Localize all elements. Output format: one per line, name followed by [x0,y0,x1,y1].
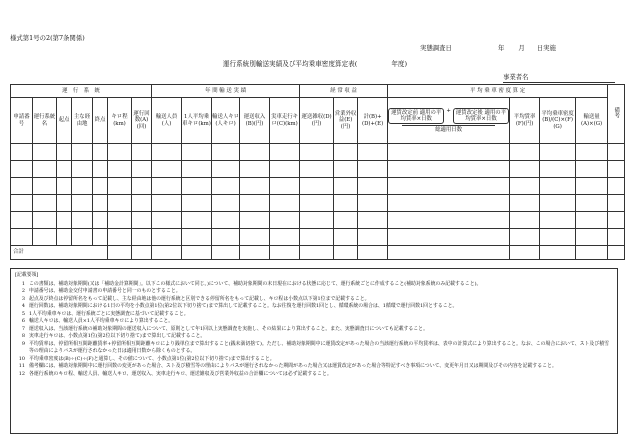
notes-heading: [記載要領] [15,272,39,278]
note-number: 2 [21,288,25,294]
table-cell [72,144,93,161]
table-cell [93,229,108,246]
form-number: 様式第1号の2(第7条関係) [10,34,85,42]
note-number: 7 [21,325,25,332]
survey-date-label: 実態調査日 [420,44,452,52]
fare-calc-after: 運賃改定後 適用の平均賃率×日数 [453,108,509,124]
note-number: 6 [21,318,25,324]
header-via: 主な経由地 [72,98,93,144]
table-cell [300,229,334,246]
table-cell [182,229,212,246]
table-cell [358,229,388,246]
table-cell [608,178,625,195]
table-cell [240,178,270,195]
header-avg-km: 1人平均乗車キロ(km) [182,98,212,144]
table-cell [182,161,212,178]
total-cell [182,246,212,260]
total-cell [334,246,358,260]
table-cell [300,212,334,229]
header-fare-calculation [388,98,510,144]
table-cell [608,161,625,178]
table-cell [132,178,152,195]
table-cell [11,178,33,195]
note-number: 3 [21,295,25,302]
table-cell [358,178,388,195]
table-cell [93,161,108,178]
note-text: 運送収入は、当該運行系統の補助対象期間の運送収入について、原則として年1回以上実態調査を実施し、その結果により算出すること。また、実態調査日についても記載すること。 [29,325,428,332]
fare-calc-plus: + [446,107,451,114]
total-cell [510,246,540,260]
table-cell [608,212,625,229]
table-cell [108,195,132,212]
header-density-group [388,85,608,98]
table-cell [57,229,72,246]
note-number: 1 [21,280,25,287]
table-cell [11,229,33,246]
survey-date [420,43,556,52]
note-text: 平均乗車密度は(B)÷(C)÷(F)と通算し、その値について、小数点第1位(第2位以下切り捨て)まで算出すること。 [29,355,275,362]
table-cell [72,178,93,195]
table-cell [72,212,93,229]
note-text: 備考欄には、補助対象期間中に運行回数の変更があった場合、スト及び積雪等の理由によりバスが運行されなかった期間があった場合又は運賃改定があった場合等特記すべき事項について、変更年月日又は期間及びその内容を記載すること。 [29,363,557,369]
table-cell [300,178,334,195]
note-text: 起点及び終点は停留所名をもって記載し、主な経由地は他の運行系統と区別できる停留所名をもって記載し、キロ程は小数点以下第1位まで記載すること。 [29,295,370,302]
table-cell [576,195,608,212]
header-non-operating: 営業外収益(E)(円) [334,98,358,144]
note-text: 運行回数は、補助対象期間における1日の平均を小数点第1位(第2位以下切り捨て)まで算出して記載すること。なお往復を運行回数1回とし、循環系統の場合は、1循環で運行回数1回とすること。 [29,303,458,309]
table-row [11,195,625,212]
fare-calc-divider [402,125,495,126]
table-row [11,144,625,161]
table-cell [57,161,72,178]
table-cell [182,195,212,212]
header-km: キロ程(km) [108,98,132,144]
table-cell [300,195,334,212]
total-cell [270,246,300,260]
table-cell [132,144,152,161]
header-revenue-group-label: 経 常 収 益 [330,87,357,94]
title-text-before: 運行系統別輸送実績及び平均乗車密度算定表( [222,60,358,68]
table-cell [182,212,212,229]
table-cell [270,161,300,178]
total-row-label: 合計 [11,246,108,260]
table-cell [72,195,93,212]
table-cell [152,229,182,246]
total-cell [240,246,270,260]
table-cell [182,178,212,195]
note-number: 9 [21,340,25,347]
note-text: この書類は、補助対象期間(又は「補助金計算期間」。以下この様式において同じ。)について、補助対象期間の末日現在における状態に応じて、運行系統ごとに作成すること(補助対象系統のみ記載すること)。 [29,280,482,287]
header-passengers: 輸送人員(人) [152,98,182,144]
table-cell [540,195,576,212]
table-cell [108,229,132,246]
table-cell [93,195,108,212]
table-cell [576,229,608,246]
fare-calc-total-days: 総適用日数 [435,127,463,134]
table-cell [334,144,358,161]
note-text: 実車走行キロは、小数点第1位(第2位以下切り捨て)まで算出して記載すること。 [29,333,206,339]
total-cell [108,246,132,260]
survey-date-year: 年 [497,44,505,52]
header-trips: 運行回数(A)(回) [132,98,152,144]
total-cell [608,246,625,260]
total-cell [300,246,334,260]
fare-calc-before: 運賃改定前 適用の平均賃率×日数 [388,108,444,124]
table-cell [510,195,540,212]
header-density-group-label: 平 均 乗 車 密 度 算 定 [470,87,526,94]
table-cell [576,161,608,178]
note-item [15,371,613,379]
total-cell [576,246,608,260]
table-cell [132,195,152,212]
header-route-group [11,85,152,98]
table-cell [388,195,510,212]
table-cell [152,144,182,161]
note-item [15,363,613,371]
table-cell [212,212,240,229]
note-text: 1人平均乗車キロは、運行系統ごとに実態調査に基づいて記載すること。 [29,310,189,317]
note-number: 5 [21,310,25,317]
table-cell [300,161,334,178]
table-cell [240,212,270,229]
total-row [11,246,625,260]
note-item [15,326,613,334]
table-cell [608,229,625,246]
table-cell [240,229,270,246]
table-cell [510,161,540,178]
table-cell [358,195,388,212]
table-cell [152,212,182,229]
table-cell [11,161,33,178]
table-cell [510,144,540,161]
table-cell [270,144,300,161]
table-cell [388,229,510,246]
note-item [15,281,613,289]
table-cell [388,144,510,161]
note-number: 12 [18,370,25,377]
document-title [0,58,630,68]
table-cell [212,161,240,178]
table-cell [212,144,240,161]
operator-name-label: 事業者名 [503,73,529,81]
note-item [15,288,613,296]
header-route-name: 運行系統名 [33,98,57,144]
table-cell [270,195,300,212]
fare-calc-formula [388,108,509,124]
header-avg-density: 平均乗車密度(B)/(C)×(F)(G) [540,98,576,144]
table-cell [212,229,240,246]
table-cell [510,178,540,195]
header-route-group-label: 運 行 系 統 [62,87,100,94]
table-cell [108,178,132,195]
table-cell [388,178,510,195]
table-cell [33,178,57,195]
table-cell [108,161,132,178]
total-cell [212,246,240,260]
note-item [15,356,613,364]
table-cell [132,212,152,229]
table-cell [108,212,132,229]
table-cell [576,212,608,229]
table-cell [152,161,182,178]
operator-name-line [503,82,615,83]
table-row [11,212,625,229]
table-cell [11,195,33,212]
table-cell [576,178,608,195]
header-shortfall: 運送雑収(D)(円) [300,98,334,144]
table-cell [72,229,93,246]
transport-table [10,84,625,260]
table-cell [334,195,358,212]
table-cell [576,144,608,161]
table-cell [152,178,182,195]
table-cell [608,144,625,161]
table-cell [358,212,388,229]
note-text: 各運行系統のキロ程、輸送人員、輸送人キロ、運送収入、実車走行キロ、運送雑収及び営業外収益の合計欄については必ず記載すること。 [29,370,332,377]
table-cell [270,178,300,195]
header-fare-revenue: 運送収入(B)(円) [240,98,270,144]
table-cell [388,212,510,229]
table-cell [93,212,108,229]
table-cell [93,144,108,161]
header-pax-km: 輸送人キロ(人キロ) [212,98,240,144]
table-row [11,161,625,178]
table-cell [33,229,57,246]
table-cell [334,178,358,195]
note-number: 10 [18,355,25,362]
table-cell [334,229,358,246]
header-origin: 起点 [57,98,72,144]
table-cell [11,144,33,161]
header-transport-group [152,85,300,98]
table-cell [240,195,270,212]
table-cell [270,212,300,229]
note-number: 11 [18,363,25,369]
table-cell [510,229,540,246]
table-cell [540,144,576,161]
table-cell [240,144,270,161]
table-cell [358,161,388,178]
header-revenue-group [300,85,388,98]
table-cell [11,212,33,229]
header-revenue-total: 計(B)+(D)+(E) [358,98,388,144]
table-cell [57,144,72,161]
note-number: 8 [21,333,25,339]
table-cell [240,161,270,178]
header-remarks [608,85,625,144]
note-number: 4 [21,303,25,309]
table-cell [510,212,540,229]
table-cell [300,144,334,161]
table-cell [57,178,72,195]
note-item [15,296,613,304]
table-cell [33,144,57,161]
table-cell [93,178,108,195]
note-text: 申請番号は、補助金交付申請書の申請番号と同一のものとすること。 [29,288,181,294]
notes-box [10,268,618,434]
table-cell [152,195,182,212]
note-text: 輸送人キロは、輸送人員×1人平均乗車キロにより算出すること。 [29,318,174,324]
header-terminus: 終点 [93,98,108,144]
total-cell [540,246,576,260]
table-body [11,144,625,246]
table-cell [540,178,576,195]
table-cell [540,229,576,246]
total-cell [152,246,182,260]
table-cell [57,212,72,229]
table-cell [334,212,358,229]
total-cell [132,246,152,260]
total-cell [358,246,388,260]
title-text-after: 年度) [391,60,408,68]
table-cell [212,195,240,212]
header-avg-rate: 平均賃率(F)(円) [510,98,540,144]
table-cell [182,144,212,161]
table-cell [72,161,93,178]
table-cell [358,144,388,161]
header-actual-km: 実車走行キロ(C)(km) [270,98,300,144]
table-cell [108,144,132,161]
table-row [11,229,625,246]
survey-date-month: 月 [518,44,525,52]
table-cell [57,195,72,212]
table-cell [132,229,152,246]
header-transport-group-label: 年 間 輸 送 実 績 [205,87,247,94]
note-item [15,341,613,356]
table-cell [132,161,152,178]
note-item [15,311,613,319]
table-cell [540,161,576,178]
table-cell [33,161,57,178]
survey-date-day: 日実施 [536,44,556,52]
note-item [15,303,613,311]
note-item [15,318,613,326]
table-cell [212,178,240,195]
table-cell [334,161,358,178]
table-cell [270,229,300,246]
table-cell [608,195,625,212]
table-cell [33,212,57,229]
header-app-no: 申請番号 [11,98,33,144]
table-cell [388,161,510,178]
notes-list [15,281,613,379]
table-cell [540,212,576,229]
table-cell [33,195,57,212]
header-transport-volume: 輸送量(A)×(G) [576,98,608,144]
header-remarks-label: 備考 [613,107,620,119]
total-cell [388,246,510,260]
note-item [15,333,613,341]
table-row [11,178,625,195]
note-text: 平均賃率は、停留所相互間距離賃率+停留所相互間距離キロにより銭単位まで算出すること(銭未満切捨て)。ただし、補助対象期間中に運賃改定があった場合の当該運行系統の平均賃率は、表中の計算式により算出すること。なお、この場合において、スト及び積雪等の理由によりバスが運行されなかった日は適用日数から除くものとする。 [29,340,609,354]
